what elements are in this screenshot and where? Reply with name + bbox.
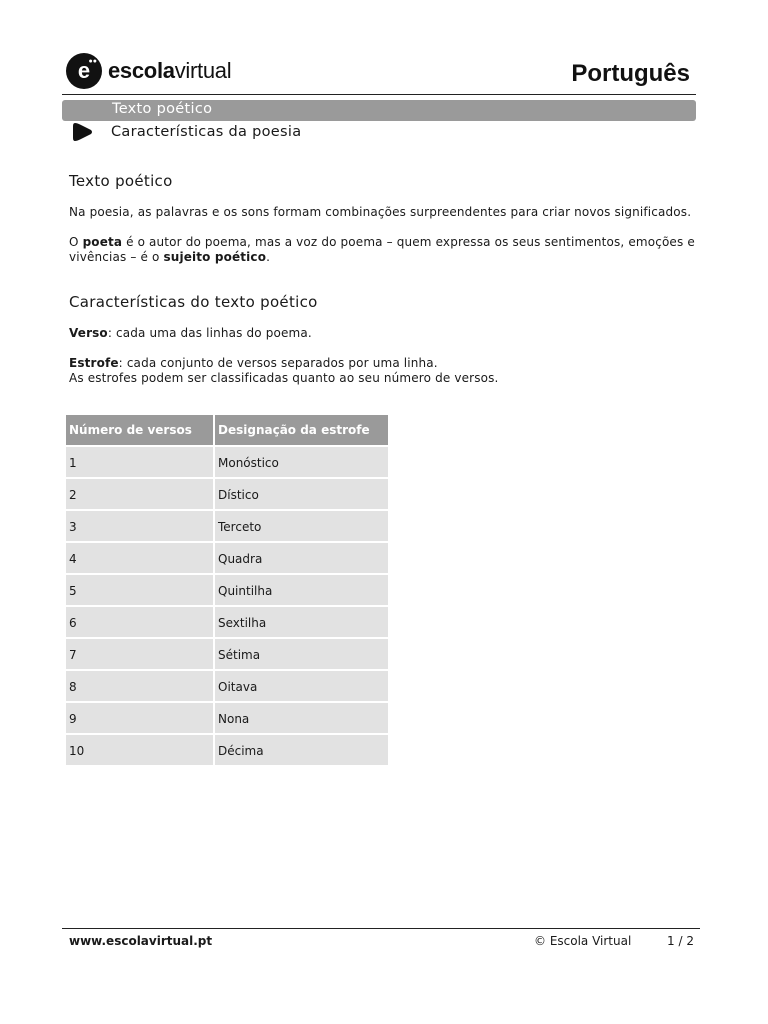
topic-bar (62, 100, 696, 121)
term-poeta: poeta (82, 235, 123, 249)
cell-stanza-name: Nona (215, 701, 388, 733)
features-heading: Características do texto poético (69, 293, 318, 311)
logo-wordmark-bold: escola (108, 58, 175, 83)
term-verso: Verso (69, 326, 108, 340)
logo-badge-letter: e (77, 58, 91, 83)
table-row (66, 637, 388, 669)
intro-p2-text-c: é o autor do poema, mas a voz do poema – quem expressa os seus sentimentos, emoções e vivências – é o (69, 235, 695, 264)
cell-verse-count: 4 (66, 541, 215, 573)
cell-verse-count: 8 (66, 669, 215, 701)
escola-virtual-logo (66, 52, 231, 90)
term-sujeito-poetico: sujeito poético (163, 250, 267, 264)
logo-wordmark (108, 58, 231, 84)
cell-verse-count: 7 (66, 637, 215, 669)
page-number: 1 / 2 (667, 934, 694, 948)
verso-definition (69, 326, 699, 341)
term-estrofe: Estrofe (69, 356, 119, 370)
play-arrow-icon (72, 122, 94, 142)
column-header-verses: Número de versos (66, 415, 215, 445)
logo-badge (66, 53, 102, 89)
cell-stanza-name: Décima (215, 733, 388, 765)
table-row (66, 701, 388, 733)
subject-title: Português (571, 60, 690, 87)
cell-verse-count: 1 (66, 445, 215, 477)
table-header-row (66, 415, 388, 445)
table-row (66, 509, 388, 541)
section-title-row (72, 122, 301, 142)
cell-stanza-name: Quadra (215, 541, 388, 573)
table-row (66, 605, 388, 637)
cell-stanza-name: Sétima (215, 637, 388, 669)
cell-stanza-name: Terceto (215, 509, 388, 541)
intro-paragraph-1: Na poesia, as palavras e os sons formam combinações surpreendentes para criar novos significados. (69, 205, 692, 219)
cell-verse-count: 10 (66, 733, 215, 765)
intro-paragraph-2 (69, 235, 699, 265)
topic-title: Texto poético (112, 101, 213, 117)
footer-website-link[interactable]: www.escolavirtual.pt (69, 934, 213, 948)
cell-verse-count: 9 (66, 701, 215, 733)
intro-heading: Texto poético (69, 172, 173, 190)
table-row (66, 573, 388, 605)
stanza-table (66, 415, 388, 765)
cell-stanza-name: Oitava (215, 669, 388, 701)
page-header (62, 48, 696, 95)
table-row (66, 669, 388, 701)
cell-stanza-name: Dístico (215, 477, 388, 509)
intro-p2-text-e: . (266, 250, 271, 264)
table-row (66, 541, 388, 573)
table-row (66, 733, 388, 765)
cell-stanza-name: Quintilha (215, 573, 388, 605)
estrofe-note: As estrofes podem ser classificadas quanto ao seu número de versos. (69, 371, 499, 385)
intro-p2-text-a: O (69, 235, 83, 249)
estrofe-definition (69, 356, 699, 386)
table-row (66, 445, 388, 477)
page-footer (62, 928, 700, 959)
estrofe-def-text: : cada conjunto de versos separados por uma linha. (118, 356, 438, 370)
table-row (66, 477, 388, 509)
cell-stanza-name: Monóstico (215, 445, 388, 477)
verso-def-text: : cada uma das linhas do poema. (107, 326, 312, 340)
cell-verse-count: 2 (66, 477, 215, 509)
section-title: Características da poesia (111, 124, 302, 140)
cell-verse-count: 6 (66, 605, 215, 637)
column-header-designation: Designação da estrofe (215, 415, 388, 445)
logo-wordmark-light: virtual (174, 58, 232, 83)
logo-dots-icon: ●● (88, 58, 97, 65)
cell-verse-count: 3 (66, 509, 215, 541)
cell-stanza-name: Sextilha (215, 605, 388, 637)
footer-copyright: © Escola Virtual (534, 934, 632, 948)
cell-verse-count: 5 (66, 573, 215, 605)
